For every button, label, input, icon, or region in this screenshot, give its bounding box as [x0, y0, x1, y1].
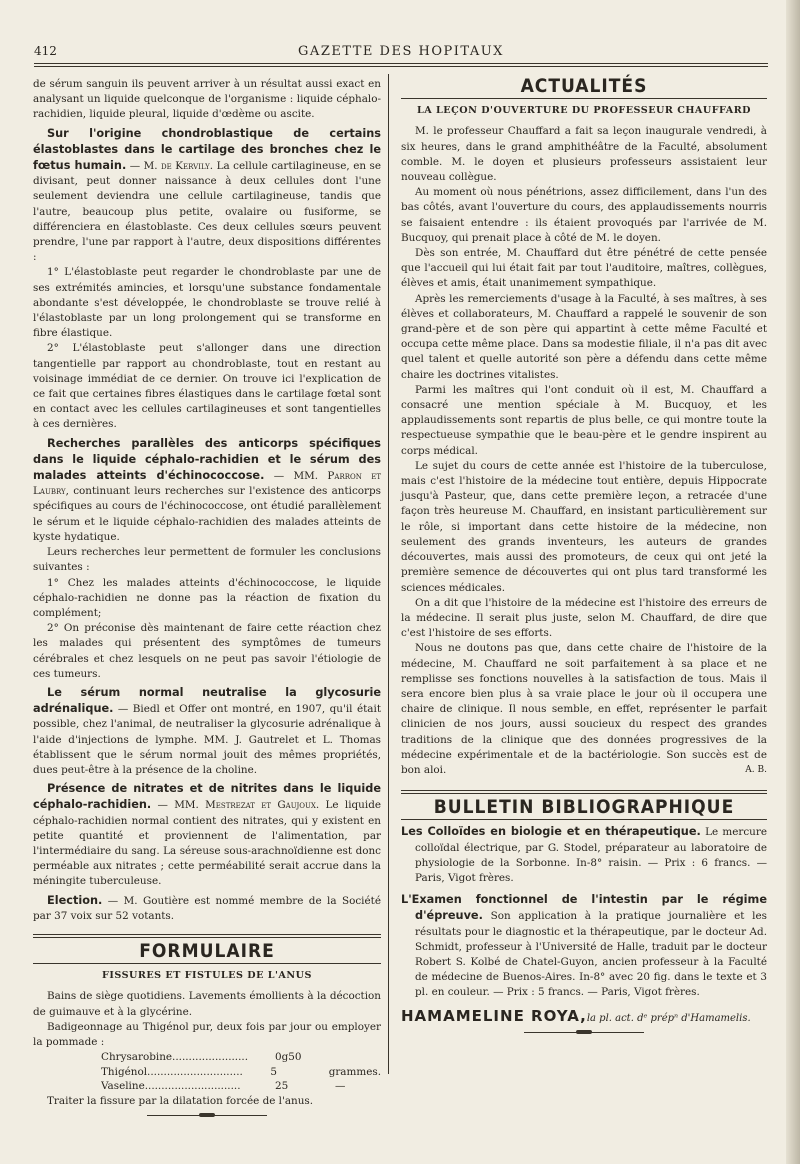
- formula-quantity: 0g50: [275, 1051, 302, 1064]
- section-rule: [401, 790, 767, 794]
- article-author: M. de Kervily.: [143, 160, 214, 173]
- intro-paragraph: de sérum sanguin ils peuvent arriver à un résultat aussi exact en analysant un liquide quelconque de l'organisme : liquide céphalo-rachidien, liquide pleural, liquide d'œdème ou ascite.: [33, 78, 381, 121]
- formula-ingredient: Thigénol.............................: [101, 1065, 243, 1078]
- article-glycosurie: [33, 685, 381, 778]
- article-paragraph: 2° On préconise dès maintenant de faire cette réaction chez les malades qui présentent des symptômes de tumeurs cérébrales et chez lesquels on ne peut pas savoir l'étiologie de ces tumeurs.: [33, 622, 381, 680]
- article-anticorps: Recherches parallèles des anticorps spécifiques dans le liquide céphalo-rachidien et le sérum des malades atteints d'échinococcose. — MM. Parron et Laubry, continuant leurs recherches sur l'existence des anticorps spécifiques au cours de l'échinococcose, ont étudié parallèlement le sérum et le liquide céphalo-rachidien des malades atteints de kyste hydatique.: [33, 436, 382, 543]
- article-signature: A. B.: [745, 764, 767, 775]
- article-title: Sur l'origine chondroblastique de certains élastoblastes dans le cartilage des bronches chez le fœtus humain.: [33, 126, 381, 173]
- formula-line: [101, 1065, 381, 1080]
- article-author: MM. Mestrezat et Gaujoux.: [174, 799, 320, 812]
- page-number: 412: [34, 44, 57, 58]
- section-rule: [33, 934, 381, 938]
- formula-quantity: 25: [275, 1080, 289, 1093]
- right-column: [401, 77, 767, 1037]
- actualites-paragraph: Après les remerciements d'usage à la Faculté, à ses maîtres, à ses élèves et collaborateurs, M. Chauffard a rappelé le souvenir de son grand-père et de son père qui appartint à cette même Faculté et occupa cette même place. Dans sa modestie filiale, il n'a pas dit avec quel talent et quelle autorité son père a défendu dans cette même chaire les doctrines vitalistes.: [401, 292, 767, 381]
- running-title: GAZETTE DES HOPITAUX: [298, 44, 504, 59]
- book-description: Le mercure colloïdal électrique, par G. Stodel, préparateur au laboratoire de physiologie de la Sorbonne. In-8° raisin. — Prix : 6 francs. — Paris, Vigot frères.: [415, 826, 767, 884]
- article-text: Le liquide céphalo-rachidien normal contient des nitrates, qui y existent en petite quantité et proviennent de l'alimentation, par l'intermédiaire du sang. La séreuse sous-arachnoïdienne est donc perméable aux nitrates ; cette perméabilité serait accrue dans la méningite tuberculeuse.: [33, 799, 382, 888]
- actualites-subheading: LA LEÇON D'OUVERTURE DU PROFESSEUR CHAUFFARD: [417, 105, 751, 117]
- article-paragraph: Leurs recherches leur permettent de formuler les conclusions suivantes :: [33, 546, 381, 574]
- formula-line: [101, 1050, 381, 1065]
- end-ornament: [524, 1032, 644, 1037]
- formulaire-heading: FORMULAIRE: [139, 939, 275, 962]
- article-election: [33, 893, 381, 924]
- formula-ingredient: Chrysarobine.......................: [101, 1051, 249, 1064]
- article-title: Recherches parallèles des anticorps spécifiques dans le liquide céphalo-rachidien et le sérum des malades atteints d'échinococcose.: [33, 436, 381, 483]
- article-text: La cellule cartilagineuse, en se divisant, peut donner naissance à deux cellules dont l'une seulement deviendra une cellule cartilagineuse, tandis que l'autre, beaucoup plus petite, ovalaire ou fusiforme, se différenciera en élastoblaste. Ces deux cellules sœurs peuvent prendre, l'une par rapport à l'autre, deux dispositions différentes :: [33, 160, 382, 264]
- formula-line: [101, 1079, 381, 1094]
- section-rule: [33, 963, 381, 964]
- actualites-paragraph: Dès son entrée, M. Chauffard dut être pénétré de cette pensée que l'accueil qui lui était fait par tout l'auditoire, maîtres, collègues, élèves et amis, était unanimement sympathique.: [401, 247, 767, 290]
- book-title: Les Colloïdes en biologie et en thérapeutique.: [401, 825, 701, 839]
- formulaire-paragraph: Bains de siège quotidiens. Lavements émollients à la décoction de guimauve et à la glycérine.: [33, 990, 381, 1018]
- header-rule: [34, 63, 768, 64]
- bibliography-item: [401, 892, 767, 1000]
- actualites-paragraph: Le sujet du cours de cette année est l'histoire de la tuberculose, mais c'est l'histoire de la médecine tout entière, depuis Hippocrate jusqu'à Pasteur, que, dans cette première leçon, a retracée d'une façon très heureuse M. Chauffard, en insistant particulièrement sur le rôle, si important dans cette histoire de la médecine, non seulement des grands inventeurs, les auteurs de grandes découvertes, mais aussi des promoteurs, de ceux qui ont jeté la première semence de découvertes qui ont plus tard transformé les sciences médicales.: [401, 459, 767, 594]
- actualites-paragraph: On a dit que l'histoire de la médecine est l'histoire des erreurs de la médecine. Il serait plus juste, selon M. Chauffard, de dire que c'est l'histoire de ses efforts.: [401, 596, 767, 640]
- article-paragraph: 1° L'élastoblaste peut regarder le chondroblaste par une de ses extrémités amincies, et lorsqu'une substance fondamentale abondante s'est développée, le chondroblaste se trouve relié à l'élastoblaste par un long prolongement qui se transforme en fibre élastique.: [33, 266, 381, 340]
- actualites-heading: ACTUALITÉS: [520, 75, 648, 97]
- formulaire-paragraph: Traiter la fissure par la dilatation forcée de l'anus.: [47, 1094, 314, 1107]
- end-ornament: [147, 1115, 267, 1120]
- article-paragraph: 2° L'élastoblaste peut s'allonger dans une direction tangentielle par rapport au chondroblaste, tout en restant au voisinage immédiat de ce dernier. On trouve ici l'explication de ce fait que certaines fibres élastiques dans le cartilage fœtal sont en contact avec les cellules cartilagineuses et sont tangentielles à ces dernières.: [33, 342, 381, 431]
- article-title: Election.: [47, 893, 103, 907]
- bulletin-heading: BULLETIN BIBLIOGRAPHIQUE: [433, 796, 735, 819]
- header-rule-2: [34, 66, 768, 67]
- ad-brand: HAMAMELINE ROYA: [401, 1006, 581, 1025]
- bibliography-item: [401, 824, 767, 886]
- formulaire-paragraph: Badigeonnage au Thigénol pur, deux fois par jour ou employer la pommade :: [33, 1020, 381, 1048]
- section-rule: [401, 819, 767, 820]
- formula-unit: —: [335, 1080, 346, 1093]
- article-title: Présence de nitrates et de nitrites dans le liquide céphalo-rachidien.: [33, 782, 381, 812]
- section-rule: [401, 98, 767, 99]
- actualites-paragraph: M. le professeur Chauffard a fait sa leçon inaugurale vendredi, à six heures, dans le grand amphithéâtre de la Faculté, absolument comble. M. le doyen et plusieurs professeurs assistaient leur nouveau collègue.: [401, 125, 767, 184]
- formula-ingredient: Vaseline.............................: [101, 1080, 241, 1093]
- actualites-paragraph: Parmi les maîtres qui l'ont conduit où il est, M. Chauffard a consacré une mention spéciale à M. Bucquoy, et les applaudissements sont repartis de plus belle, ce qui montre toute la respectueuse sympathie que le beau-père et le gendre inspirent au corps médical.: [401, 383, 767, 457]
- ad-tagline: la pl. act. dᵉ prépⁿ d'Hamamelis.: [586, 1012, 751, 1024]
- article-author: MM. Parron et Laubry,: [33, 470, 382, 498]
- article-text: — M. Goutière est nommé membre de la Société par 37 voix sur 52 votants.: [33, 894, 381, 922]
- actualites-paragraph: Au moment où nous pénétrions, assez difficilement, dans l'un des bas côtés, avant l'ouverture du cours, des applaudissements nourris se faisaient entendre : ils étaient provoqués par l'arrivée de M. Bucquoy, qui prenait place à côté de M. le doyen.: [401, 186, 767, 244]
- formula-quantity: 5: [270, 1065, 277, 1078]
- book-description: Son application à la pratique journalière et les résultats pour le diagnostic et la thérapeutique, par le docteur Ad. Schmidt, professeur à l'Université de Halle, traduit par le docteur Robert S. Kolbé de Chatel-Guyon, ancien professeur à la Faculté de médecine de Buenos-Aires. In-8° avec 20 fig. dans le texte et 3 pl. en couleur. — Prix : 5 francs. — Paris, Vigot frères.: [415, 910, 767, 999]
- article-title: Le sérum normal neutralise la glycosurie adrénalique.: [33, 685, 381, 716]
- formula-list: [101, 1050, 381, 1094]
- page-edge: [786, 0, 800, 1164]
- article-chondroblast: Sur l'origine chondroblastique de certains élastoblastes dans le cartilage des bronches chez le fœtus humain. — M. de Kervily. La cellule cartilagineuse, en se divisant, peut donner naissance à deux cellules dont l'une seulement deviendra une cellule cartilagineuse, tandis que l'autre, beaucoup plus petite, ovalaire ou fusiforme, se différenciera en élastoblaste. Ces deux cellules sœurs peuvent prendre, l'une par rapport à l'autre, deux dispositions différentes :: [33, 126, 382, 264]
- formula-unit: grammes.: [328, 1065, 381, 1078]
- advertisement: HAMAMELINE ROYA,la pl. act. dᵉ prépⁿ d'Hamamelis.: [401, 1006, 751, 1025]
- article-nitrates: Présence de nitrates et de nitrites dans le liquide céphalo-rachidien. — MM. Mestrezat et Gaujoux. Le liquide céphalo-rachidien normal contient des nitrates, qui y existent en petite quantité et proviennent de l'alimentation, par l'intermédiaire du sang. La séreuse sous-arachnoïdienne est donc perméable aux nitrates ; cette perméabilité serait accrue dans la méningite tuberculeuse.: [33, 782, 382, 888]
- article-text: continuant leurs recherches sur l'existence des anticorps spécifiques au cours de l'échinococcose, ont étudié parallèlement le sérum et le liquide céphalo-rachidien des malades atteints de kyste hydatique.: [33, 485, 381, 543]
- article-paragraph: 1° Chez les malades atteints d'échinococcose, le liquide céphalo-rachidien ne donne pas la réaction de fixation du complément;: [33, 576, 381, 619]
- left-column: [33, 77, 381, 1120]
- article-text: — Biedl et Offer ont montré, en 1907, qu'il était possible, chez l'animal, de neutraliser la glycosurie adrénalique à l'aide d'injections de lymphe. MM. J. Gautrelet et L. Thomas établissent que le sérum normal jouit des mêmes propriétés, dues peut-être à la présence de la choline.: [33, 703, 381, 776]
- book-title: L'Examen fonctionnel de l'intestin par le régime d'épreuve.: [401, 893, 767, 923]
- formulaire-subheading: FISSURES ET FISTULES DE L'ANUS: [102, 970, 312, 982]
- column-divider: [388, 74, 389, 1074]
- actualites-paragraph: Nous ne doutons pas que, dans cette chaire de l'histoire de la médecine, M. Chauffard ne soit parfaitement à sa place et ne remplisse ses fonctions nouvelles à la satisfaction de tous. Mais il sera encore bien plus à sa vraie place le jour où il occupera une chaire de clinique. Il nous semble, en effet, représenter le parfait clinicien de nos jours, aussi soucieux du respect des grandes traditions de la clinique que des données progressives de la médecine expérimentale et de la bactériologie. Son succès est de bon aloi. A. B.: [401, 641, 767, 778]
